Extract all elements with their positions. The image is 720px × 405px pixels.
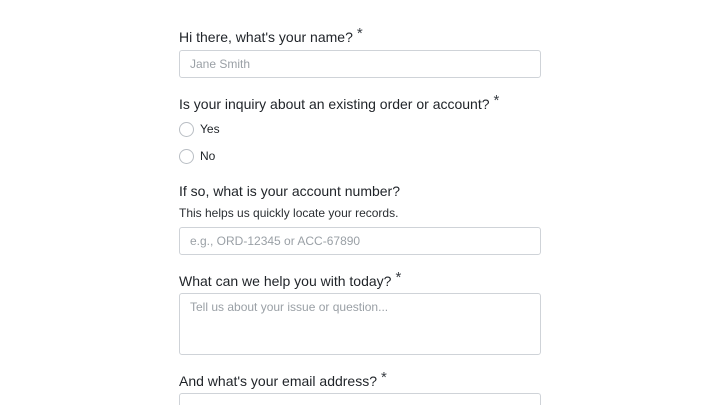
radio-option-no[interactable] xyxy=(179,147,215,165)
account-question-text: If so, what is your account number? xyxy=(179,183,400,199)
required-asterisk: * xyxy=(356,25,363,42)
radio-label-yes: Yes xyxy=(200,122,220,136)
required-asterisk: * xyxy=(395,269,402,286)
email-question-label xyxy=(179,369,387,390)
required-asterisk: * xyxy=(381,369,387,386)
account-question-label xyxy=(179,183,400,199)
help-message-textarea[interactable] xyxy=(179,293,541,355)
help-question-label xyxy=(179,269,402,290)
account-number-input[interactable] xyxy=(179,227,541,255)
inquiry-question-text: Is your inquiry about an existing order or account? xyxy=(179,96,490,112)
name-question-label xyxy=(179,25,363,46)
name-input[interactable] xyxy=(179,50,541,78)
required-asterisk: * xyxy=(493,92,500,109)
radio-option-yes[interactable] xyxy=(179,120,220,138)
account-help-text: This helps us quickly locate your records. xyxy=(179,206,399,220)
radio-label-no: No xyxy=(200,149,216,163)
radio-button-no[interactable] xyxy=(179,149,194,164)
email-question-text: And what's your email address? xyxy=(179,373,377,389)
help-question-text: What can we help you with today? xyxy=(179,273,392,289)
email-input[interactable] xyxy=(179,393,541,405)
radio-button-yes[interactable] xyxy=(179,122,194,137)
inquiry-question-label xyxy=(179,92,500,113)
name-question-text: Hi there, what's your name? xyxy=(179,29,353,45)
